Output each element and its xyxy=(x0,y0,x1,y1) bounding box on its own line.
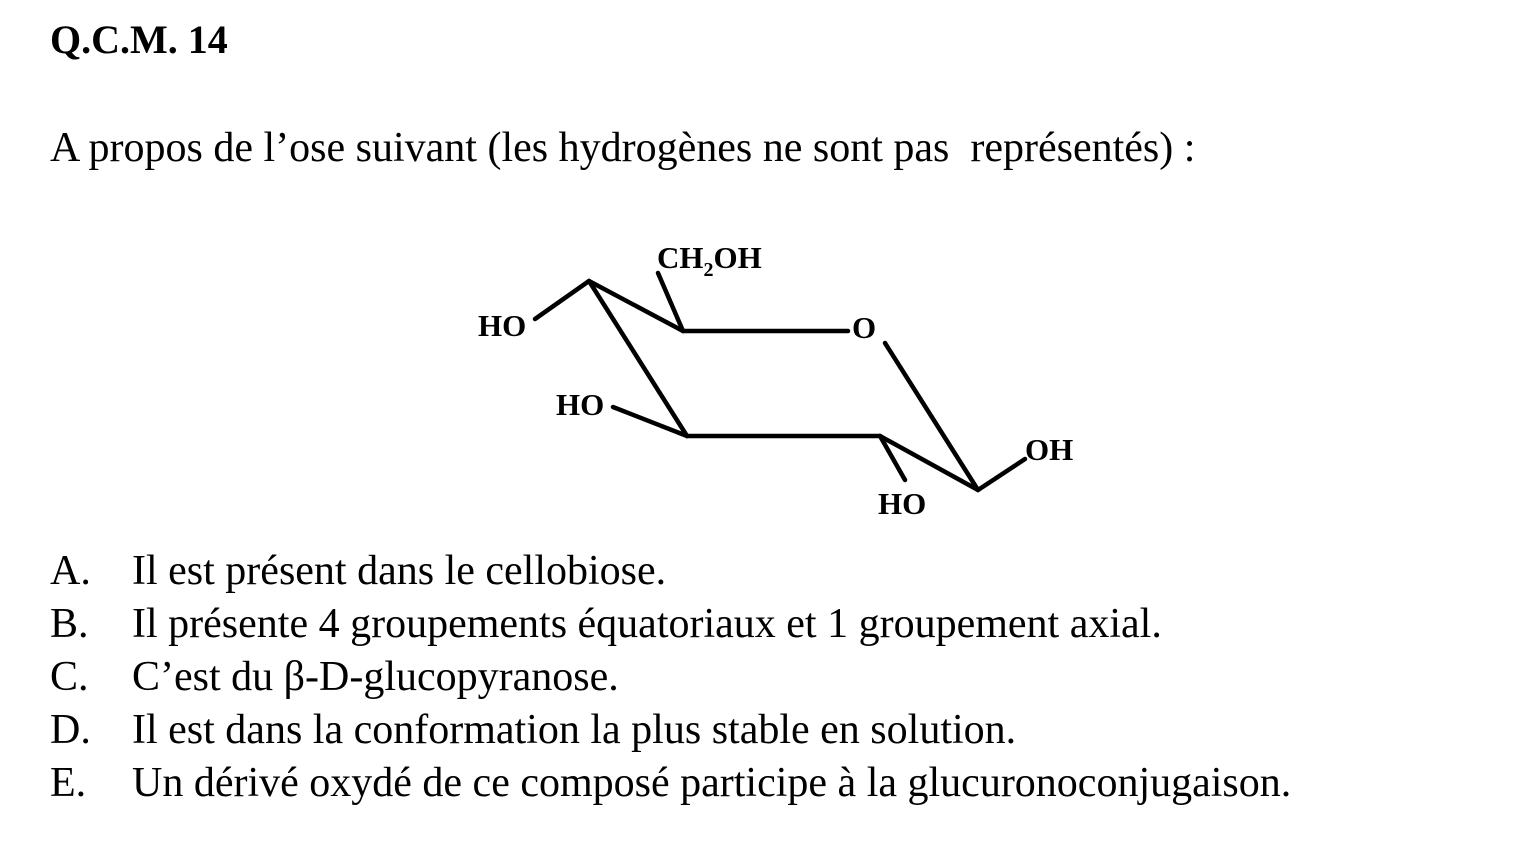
label-ch2oh xyxy=(657,240,762,281)
option-e xyxy=(50,757,1291,810)
label-ho-c4: HO xyxy=(478,308,527,343)
label-ch2oh-main: CH xyxy=(657,240,704,275)
option-text: Il est présent dans le cellobiose. xyxy=(132,548,667,594)
bond-c1-oh xyxy=(978,459,1025,490)
option-letter: E. xyxy=(50,760,87,806)
option-a xyxy=(50,545,1291,598)
label-ho-c2: HO xyxy=(878,486,927,521)
label-ch2oh-sub: 2 xyxy=(703,259,714,281)
option-c xyxy=(50,651,1291,704)
question-title: Q.C.M. 14 xyxy=(50,17,228,62)
option-letter: D. xyxy=(50,707,91,753)
option-d xyxy=(50,704,1291,757)
option-b xyxy=(50,598,1291,651)
option-text: Il est dans la conformation la plus stable en solution. xyxy=(132,707,1017,753)
option-letter: C. xyxy=(50,654,89,700)
option-letter: A. xyxy=(50,548,91,594)
option-letter: B. xyxy=(50,601,89,647)
option-text: Il présente 4 groupements équatoriaux et 1 groupement axial. xyxy=(132,601,1162,647)
question-intro: A propos de l’ose suivant (les hydrogènes ne sont pas représentés) : xyxy=(50,125,1196,171)
answer-options xyxy=(50,545,1291,810)
label-oh-c1: OH xyxy=(1025,432,1074,467)
bond-c4-ho xyxy=(535,281,589,319)
label-ch2oh-tail: OH xyxy=(713,240,762,275)
label-ring-oxygen: O xyxy=(852,310,877,345)
option-text: Un dérivé oxydé de ce composé participe à la glucuronoconjugaison. xyxy=(132,760,1292,806)
option-text: C’est du β-D-glucopyranose. xyxy=(132,654,619,700)
label-ho-c3: HO xyxy=(556,387,605,422)
